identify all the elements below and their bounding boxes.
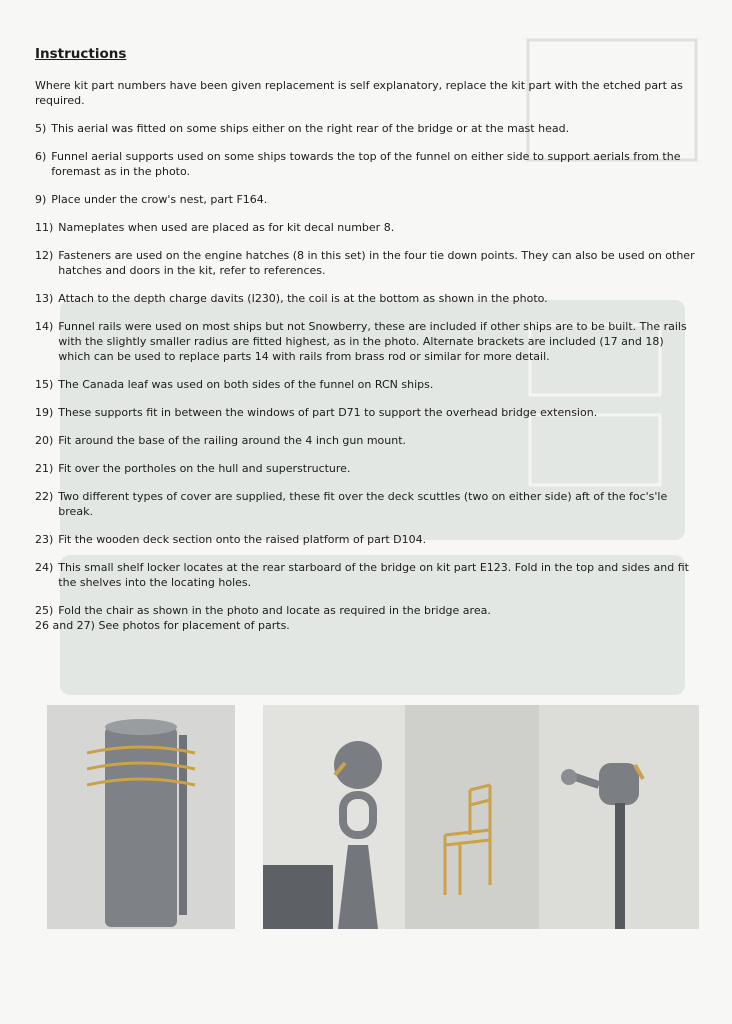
item-text: Funnel rails were used on most ships but not Snowberry, these are included if other ships are to be built. The rails with the slightly smaller radius are fitted highest, as in the photo. Alternate brackets are included (17 and 18) which can be used to replace parts 14 with rails from brass rod or similar for more detail. <box>58 320 687 363</box>
item-number: 19) <box>35 406 54 419</box>
item-number: 9) <box>35 193 47 206</box>
instruction-item <box>35 489 695 519</box>
item-number: 5) <box>35 122 47 135</box>
item-number: 14) <box>35 320 54 333</box>
instruction-item <box>35 319 695 364</box>
item-text: These supports fit in between the windows of part D71 to support the overhead bridge extension. <box>58 406 598 419</box>
item-text: Fit the wooden deck section onto the raised platform of part D104. <box>58 533 427 546</box>
item-text: Place under the crow's nest, part F164. <box>51 193 268 206</box>
item-text: Attach to the depth charge davits (I230), the coil is at the bottom as shown in the photo. <box>58 292 548 305</box>
chair-photo <box>405 705 539 929</box>
item-text: Fasteners are used on the engine hatches (8 in this set) in the four tie down points. They can also be used on other hatches and doors in the kit, refer to references. <box>58 249 695 277</box>
funnel-photo <box>47 705 235 929</box>
item-number: 15) <box>35 378 54 391</box>
photo-strip <box>47 705 699 929</box>
final-note: 26 and 27) See photos for placement of parts. <box>35 619 290 632</box>
lamp-photo <box>539 705 699 929</box>
searchlight-photo <box>263 705 405 929</box>
item-number: 20) <box>35 434 54 447</box>
item-text: The Canada leaf was used on both sides of the funnel on RCN ships. <box>58 378 434 391</box>
item-number: 11) <box>35 221 54 234</box>
instruction-item <box>35 603 695 618</box>
instruction-item <box>35 220 695 235</box>
item-text: Nameplates when used are placed as for kit decal number 8. <box>58 221 395 234</box>
instruction-item <box>35 121 695 136</box>
item-number: 12) <box>35 249 54 262</box>
item-number: 25) <box>35 604 54 617</box>
item-number: 24) <box>35 561 54 574</box>
item-text: This aerial was fitted on some ships either on the right rear of the bridge or at the mast head. <box>51 122 570 135</box>
instruction-item <box>35 291 695 306</box>
item-text: This small shelf locker locates at the rear starboard of the bridge on kit part E123. Fold in the top and sides and fit the shelves into the locating holes. <box>58 561 689 589</box>
item-number: 13) <box>35 292 54 305</box>
item-number: 6) <box>35 150 47 163</box>
instruction-item <box>35 560 695 590</box>
item-text: Fit over the portholes on the hull and superstructure. <box>58 462 351 475</box>
item-text: Funnel aerial supports used on some ships towards the top of the funnel on either side to support aerials from the foremast as in the photo. <box>51 150 681 178</box>
instruction-item <box>35 192 695 207</box>
instruction-item <box>35 433 695 448</box>
intro-paragraph: Where kit part numbers have been given replacement is self explanatory, replace the kit part with the etched part as required. <box>35 79 683 107</box>
instruction-item <box>35 377 695 392</box>
instruction-item <box>35 149 695 179</box>
item-number: 22) <box>35 490 54 503</box>
instruction-item <box>35 248 695 278</box>
instruction-item <box>35 532 695 547</box>
instruction-item <box>35 405 695 420</box>
item-text: Fit around the base of the railing around the 4 inch gun mount. <box>58 434 407 447</box>
item-text: Fold the chair as shown in the photo and locate as required in the bridge area. <box>58 604 491 617</box>
item-number: 21) <box>35 462 54 475</box>
instructions-heading: Instructions <box>35 46 127 62</box>
item-text: Two different types of cover are supplied, these fit over the deck scuttles (two on either side) aft of the foc's'le break. <box>58 490 668 518</box>
item-number: 23) <box>35 533 54 546</box>
instruction-item <box>35 461 695 476</box>
